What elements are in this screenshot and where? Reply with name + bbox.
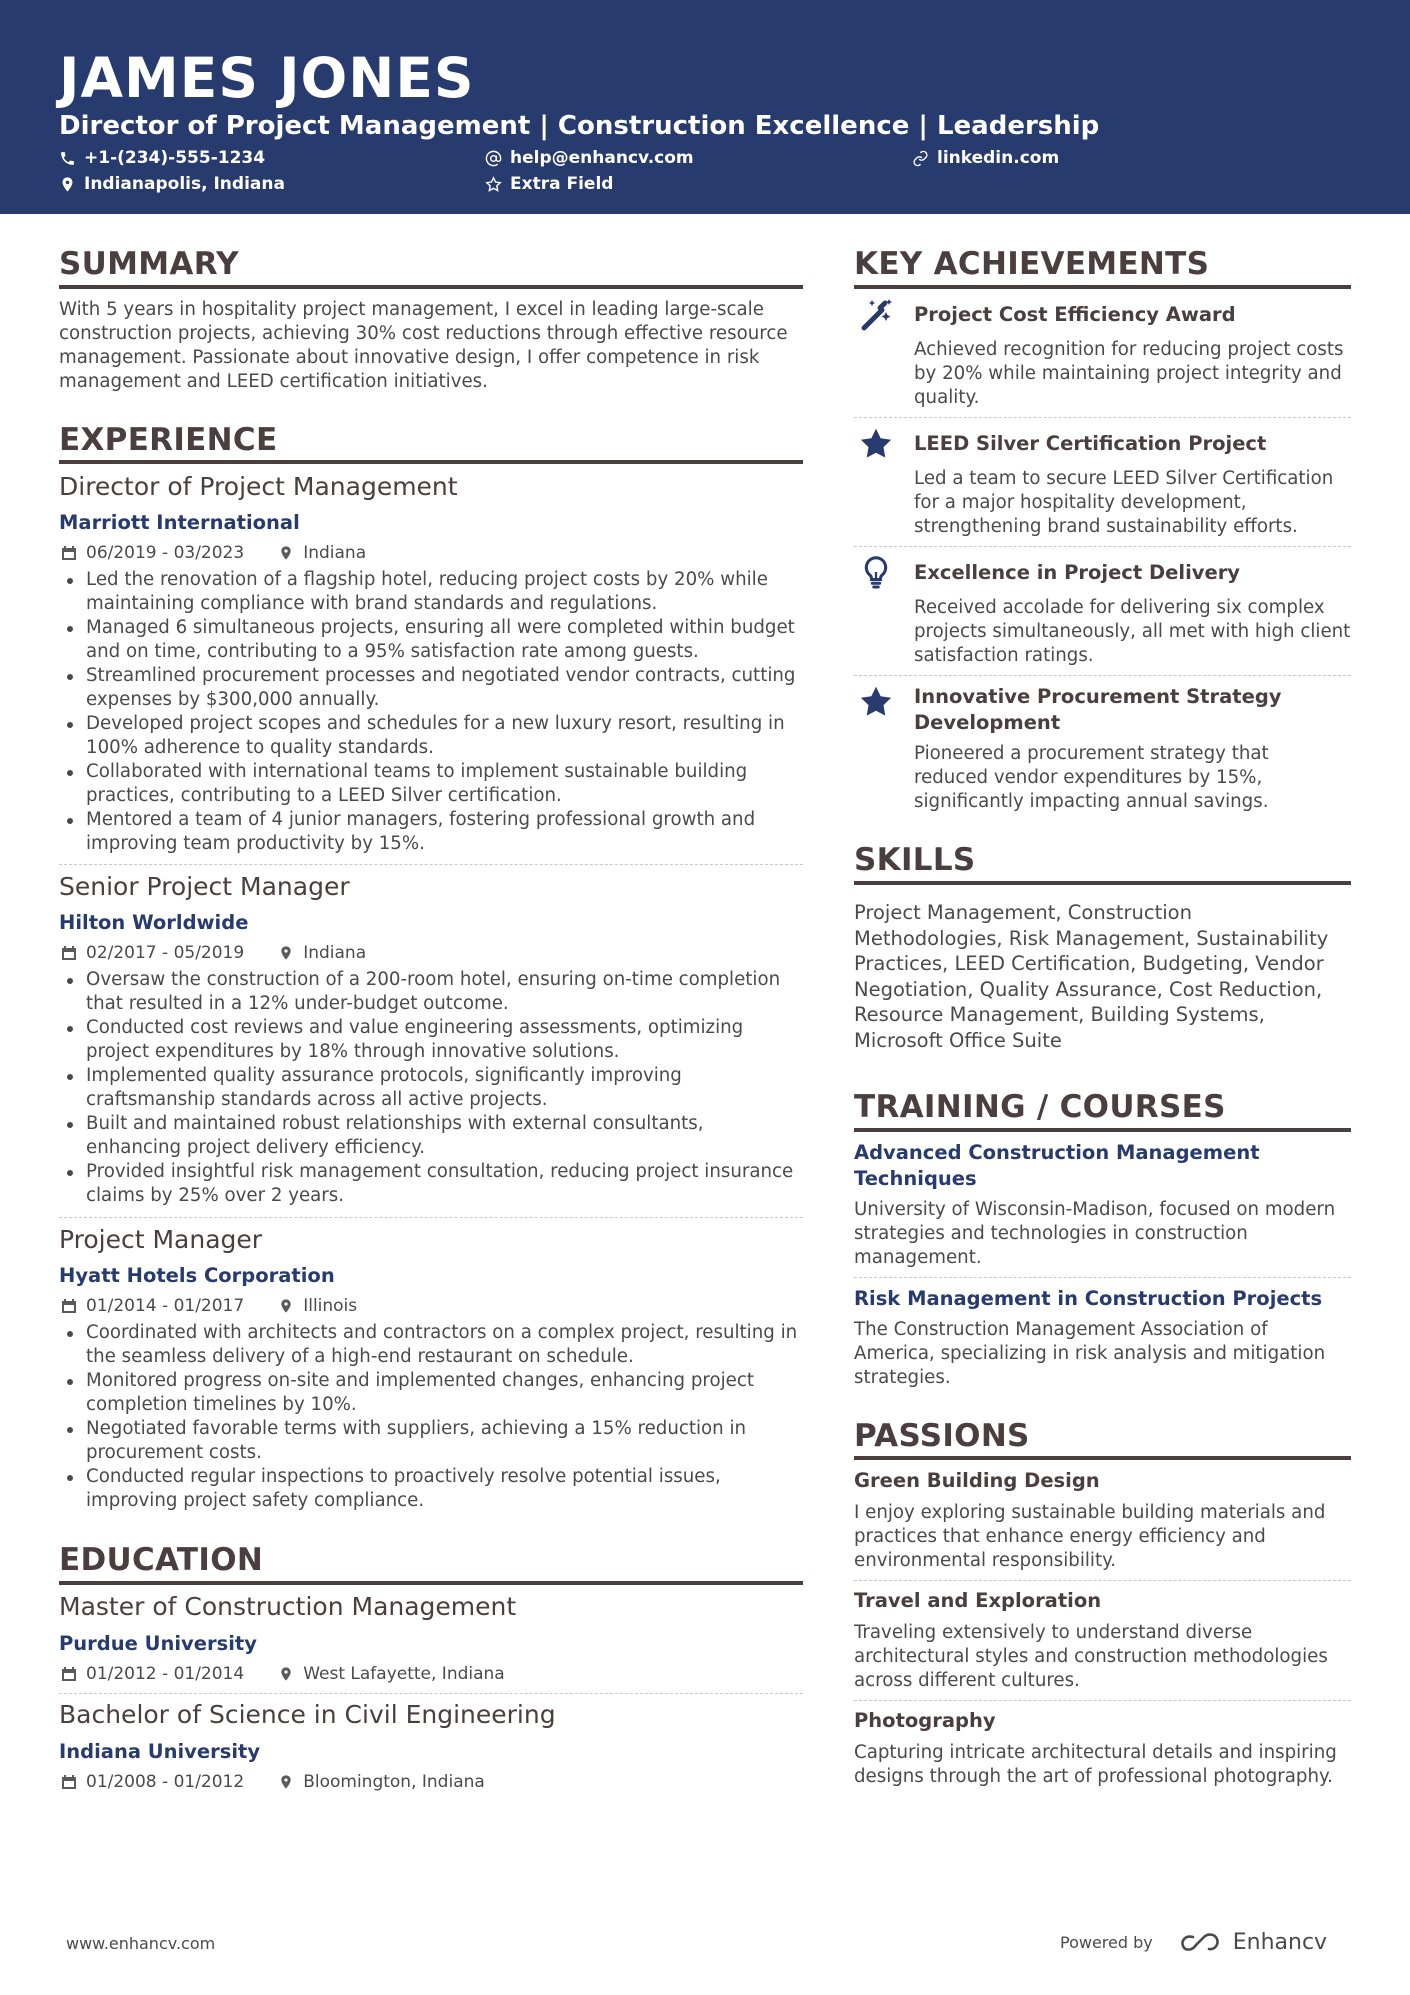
enhancv-brand-text: Enhancv: [1232, 1930, 1328, 1955]
training-rule: [854, 1128, 1351, 1132]
job-meta: [61, 1296, 357, 1316]
education-location: West Lafayette, Indiana: [303, 1664, 505, 1684]
contact-email[interactable]: [485, 148, 694, 168]
summary-line: With 5 years in hospitality project management, I excel in leading large-scale: [59, 299, 764, 320]
resume-header: [0, 0, 1410, 214]
education-location: Bloomington, Indiana: [303, 1772, 485, 1792]
contact-location: [59, 174, 285, 194]
passion-title: Green Building Design: [854, 1469, 1100, 1492]
location-text: Indianapolis, Indiana: [84, 174, 285, 194]
calendar-icon: [61, 1666, 77, 1682]
contact-linkedin[interactable]: [912, 148, 1059, 168]
degree-title: Master of Construction Management: [59, 1592, 517, 1621]
job-divider: [59, 864, 803, 865]
bullet-item: Provided insightful risk management consultation, reducing project insurance claims by 25% over 2 years.: [59, 1160, 819, 1208]
education-divider: [59, 1693, 803, 1694]
job-divider: [59, 1217, 803, 1218]
calendar-icon: [61, 1298, 77, 1314]
location-pin-icon: [278, 1298, 294, 1314]
job-location: Indiana: [303, 943, 367, 963]
footer-branding[interactable]: [1060, 1930, 1327, 1955]
enhancv-logo-icon: [1179, 1931, 1225, 1955]
bullet-item: Mentored a team of 4 junior managers, fostering professional growth and improving team productivity by 15%.: [59, 808, 819, 856]
bullet-item: Monitored progress on-site and implemented changes, enhancing project completion timelines by 10%.: [59, 1369, 819, 1417]
bullet-item: Managed 6 simultaneous projects, ensuring all were completed within budget and on time, contributing to a 95% satisfaction rate among guests.: [59, 616, 819, 664]
link-icon: [912, 150, 929, 167]
bullet-item: Coordinated with architects and contractors on a complex project, resulting in the seamless delivery of a high-end restaurant on schedule.: [59, 1321, 819, 1369]
training-heading: TRAINING / COURSES: [854, 1089, 1226, 1125]
location-pin-icon: [278, 945, 294, 961]
linkedin-text: linkedin.com: [937, 148, 1060, 168]
achievement-title: Innovative Procurement Strategy Development: [914, 685, 1282, 734]
course-title: Risk Management in Construction Projects: [854, 1287, 1323, 1310]
location-pin-icon: [278, 1774, 294, 1790]
summary-text: [59, 298, 819, 394]
job-dates: 01/2014 - 01/2017: [86, 1296, 245, 1316]
job-company: Marriott International: [59, 511, 300, 534]
candidate-headline: Director of Project Management | Construction Excellence | Leadership: [59, 111, 1100, 141]
extra-field-text: Extra Field: [510, 174, 614, 194]
experience-rule: [59, 460, 803, 464]
passion-divider: [854, 1580, 1351, 1581]
education-meta: [61, 1664, 505, 1684]
course-description: The Construction Management Association of America, specializing in risk analysis and mitigation strategies.: [854, 1319, 1326, 1388]
school-name: Purdue University: [59, 1632, 257, 1655]
job-dates: 06/2019 - 03/2023: [86, 543, 245, 563]
course-description: University of Wisconsin-Madison, focused on modern strategies and technologies in construction management.: [854, 1199, 1336, 1268]
bullet-item: Streamlined procurement processes and negotiated vendor contracts, cutting expenses by $300,000 annually.: [59, 664, 819, 712]
skills-list: Project Management, Construction Methodologies, Risk Management, Sustainability Practices, LEED Certification, Budgeting, Vendor Negotiation, Quality Assurance, Cost Reduction, Resource Management, Building Systems, Microsoft Office Suite: [854, 901, 1329, 1052]
bullet-item: Conducted cost reviews and value engineering assessments, optimizing project expenditures by 18% through innovative solutions.: [59, 1016, 819, 1064]
course-title: Advanced Construction Management Techniques: [854, 1141, 1260, 1190]
degree-title: Bachelor of Science in Civil Engineering: [59, 1700, 556, 1729]
education-dates: 01/2008 - 01/2012: [86, 1772, 245, 1792]
contact-phone[interactable]: [59, 148, 265, 168]
passion-description: I enjoy exploring sustainable building materials and practices that enhance energy efficiency and environmental responsibility.: [854, 1502, 1326, 1571]
job-bullets: [59, 968, 819, 1208]
achievement-title: Excellence in Project Delivery: [914, 561, 1241, 584]
phone-icon: [59, 150, 76, 167]
summary-heading: SUMMARY: [59, 246, 239, 282]
job-dates: 02/2017 - 05/2019: [86, 943, 245, 963]
powered-by-text: Powered by: [1060, 1933, 1153, 1952]
bullet-item: Oversaw the construction of a 200-room hotel, ensuring on-time completion that resulted in a 12% under-budget outcome.: [59, 968, 819, 1016]
course-divider: [854, 1277, 1351, 1278]
summary-line: management. Passionate about innovative design, I offer competence in risk: [59, 347, 760, 368]
passion-title: Photography: [854, 1709, 996, 1732]
star-icon: [858, 426, 894, 462]
passions-heading: PASSIONS: [854, 1418, 1030, 1454]
summary-line: management and LEED certification initiatives.: [59, 371, 488, 392]
achievements-heading: KEY ACHIEVEMENTS: [854, 246, 1210, 282]
achievement-divider: [854, 417, 1351, 418]
calendar-icon: [61, 945, 77, 961]
achievement-title: LEED Silver Certification Project: [914, 432, 1267, 455]
school-name: Indiana University: [59, 1740, 261, 1763]
job-company: Hyatt Hotels Corporation: [59, 1264, 335, 1287]
education-meta: [61, 1772, 485, 1792]
skills-rule: [854, 881, 1351, 885]
achievement-title: Project Cost Efficiency Award: [914, 303, 1236, 326]
passion-divider: [854, 1700, 1351, 1701]
achievements-rule: [854, 285, 1351, 289]
location-pin-icon: [59, 176, 76, 193]
candidate-name: JAMES JONES: [59, 46, 475, 110]
job-role: Project Manager: [59, 1225, 263, 1254]
passion-description: Traveling extensively to understand diverse architectural styles and construction methodologies across different cultures.: [854, 1622, 1328, 1691]
education-rule: [59, 1581, 803, 1585]
experience-heading: EXPERIENCE: [59, 422, 278, 458]
job-meta: [61, 943, 366, 963]
job-location: Illinois: [303, 1296, 358, 1316]
email-text: help@enhancv.com: [510, 148, 694, 168]
calendar-icon: [61, 545, 77, 561]
bullet-item: Conducted regular inspections to proactively resolve potential issues, improving project safety compliance.: [59, 1465, 819, 1513]
job-meta: [61, 543, 366, 563]
bullet-item: Negotiated favorable terms with suppliers, achieving a 15% reduction in procurement costs.: [59, 1417, 819, 1465]
lightbulb-icon: [858, 554, 894, 590]
passions-rule: [854, 1456, 1351, 1460]
achievement-description: Led a team to secure LEED Silver Certification for a major hospitality development, strengthening brand sustainability efforts.: [914, 468, 1334, 537]
achievement-description: Pioneered a procurement strategy that reduced vendor expenditures by 15%, significantly impacting annual savings.: [914, 743, 1269, 812]
summary-line: construction projects, achieving 30% cost reductions through effective resource: [59, 323, 788, 344]
phone-text: +1-(234)-555-1234: [84, 148, 266, 168]
education-heading: EDUCATION: [59, 1542, 264, 1578]
job-company: Hilton Worldwide: [59, 911, 249, 934]
achievement-divider: [854, 675, 1351, 676]
footer-website[interactable]: www.enhancv.com: [66, 1934, 216, 1953]
location-pin-icon: [278, 545, 294, 561]
job-role: Director of Project Management: [59, 472, 458, 501]
skills-heading: SKILLS: [854, 842, 976, 878]
job-location: Indiana: [303, 543, 367, 563]
location-pin-icon: [278, 1666, 294, 1682]
bullet-item: Developed project scopes and schedules for a new luxury resort, resulting in 100% adherence to quality standards.: [59, 712, 819, 760]
at-icon: [485, 150, 502, 167]
bullet-item: Implemented quality assurance protocols, significantly improving craftsmanship standards across all active projects.: [59, 1064, 819, 1112]
job-bullets: [59, 568, 819, 856]
bullet-item: Led the renovation of a flagship hotel, reducing project costs by 20% while maintaining compliance with brand standards and regulations.: [59, 568, 819, 616]
achievement-divider: [854, 546, 1351, 547]
star-icon: [858, 684, 894, 720]
job-role: Senior Project Manager: [59, 872, 350, 901]
star-outline-icon: [485, 176, 502, 193]
job-bullets: [59, 1321, 819, 1513]
bullet-item: Collaborated with international teams to implement sustainable building practices, contributing to a LEED Silver certification.: [59, 760, 819, 808]
passion-title: Travel and Exploration: [854, 1589, 1102, 1612]
bullet-item: Built and maintained robust relationships with external consultants, enhancing project delivery efficiency.: [59, 1112, 819, 1160]
passion-description: Capturing intricate architectural details and inspiring designs through the art of professional photography.: [854, 1742, 1337, 1787]
magic-wand-icon: [858, 296, 894, 332]
achievement-description: Achieved recognition for reducing project costs by 20% while maintaining project integrity and quality.: [914, 339, 1344, 408]
education-dates: 01/2012 - 01/2014: [86, 1664, 245, 1684]
summary-rule: [59, 285, 803, 289]
contact-extra: [485, 174, 613, 194]
calendar-icon: [61, 1774, 77, 1790]
achievement-description: Received accolade for delivering six complex projects simultaneously, all met with high client satisfaction ratings.: [914, 597, 1351, 666]
